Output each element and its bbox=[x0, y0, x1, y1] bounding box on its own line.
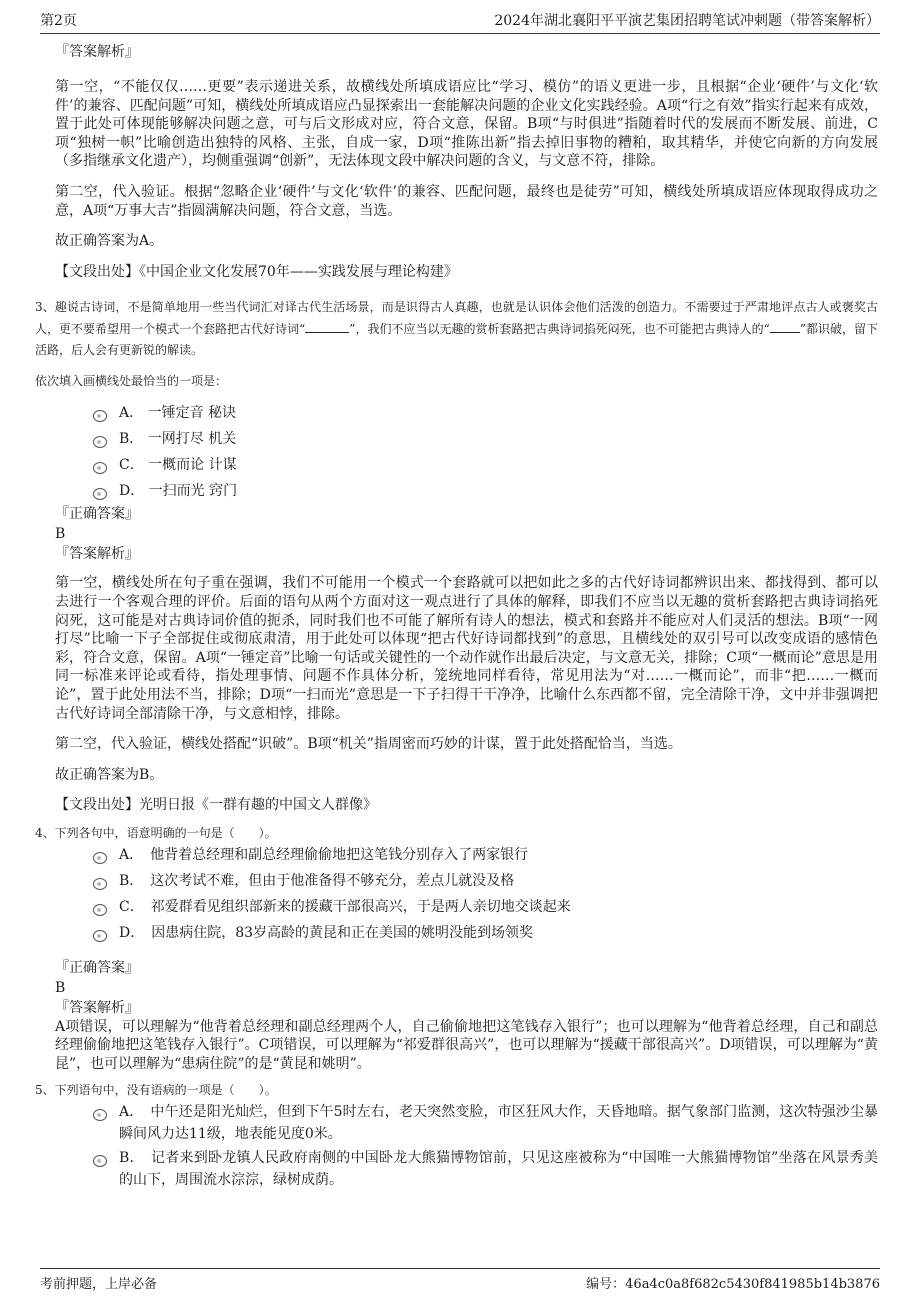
radio-icon[interactable] bbox=[93, 1109, 107, 1121]
options-list bbox=[93, 844, 878, 944]
radio-icon[interactable] bbox=[93, 410, 107, 422]
radio-icon[interactable] bbox=[93, 462, 107, 474]
options-list bbox=[93, 1101, 878, 1191]
radio-icon[interactable] bbox=[93, 930, 107, 942]
answer-conclusion: 故正确答案为B。 bbox=[55, 766, 164, 783]
analysis-paragraph: 第二空，代入验证。根据“忽略企业‘硬件’与文化‘软件’的兼容、匹配问题，最终也是徒劳”可知，横线处所填成语应体现取得成功之意，A项“万事大吉”指圆满解决问题，符合文意，当选。 bbox=[55, 183, 878, 219]
radio-icon[interactable] bbox=[93, 904, 107, 916]
analysis-paragraph: 第一空，横线处所在句子重在强调，我们不可能用一个模式一个套路就可以把如此之多的古代好诗词都辨识出来、都找得到、都可以去进行一个客观合理的评价。后面的语句从两个方面对这一观点进行了具体的解释，即我们不应当以无趣的赏析套路把古典诗词掐死闷死，这可能是对古典诗词价值的扼杀，同时我们也不可能了解所有诗人的想法，模式和套路并不能应对人们灵活的想法。B项“一网打尽”比喻一下子全部捉住或彻底肃清，用于此处可以体现“把古代好诗词都找到”的意思，且横线处的双引号可以改变成语的感情色彩，符合文意，保留。A项“一锤定音”比喻一句话或关键性的一个动作就作出最后决定，与文意无关，排除；C项“一概而论”意思是用同一标准来评论或看待，指处理事情、问题不作具体分析，笼统地同样看待，常见用法为“对……一概而论”，而非“把……一概而论”，置于此处用法不当，排除；D项“一扫而光”意思是一下子扫得干干净净，比喻什么东西都不留，完全清除干净，文中并非强调把古代好诗词全部清除干净，与文意相悖，排除。 bbox=[55, 575, 878, 722]
answer-conclusion: 故正确答案为A。 bbox=[55, 233, 164, 250]
question-stem: 3、趣说古诗词，不是简单地用一些当代词汇对译古代生活场景，而是识得古人真趣，也就是认识体会他们活泼的创造力。不需要过于严肃地评点古人或褒奖古人，更不要希望用一个模式一个套路把古代好诗词“ ”，我们不应当以无趣的赏析套路把古典诗词掐死闷死，也不可能把古典诗人的“ ”都识破，留下活路，后人会有更新锐的解读。 bbox=[35, 300, 878, 358]
option-c[interactable]: C． 祁爱群看见组织部新来的援藏干部很高兴，于是两人亲切地交谈起来 bbox=[93, 896, 878, 918]
option-c[interactable]: C． 一概而论 计谋 bbox=[93, 454, 878, 476]
answer-value: B bbox=[55, 526, 66, 543]
page-content bbox=[35, 42, 879, 1191]
option-a[interactable]: A． 中午还是阳光灿烂，但到下午5时左右，老天突然变脸，市区狂风大作，天昏地暗。据气象部门监测，这次特强沙尘暴瞬间风力达11级，地表能见度0米。 bbox=[93, 1101, 878, 1145]
option-b[interactable]: B． 记者来到卧龙镇人民政府南侧的中国卧龙大熊猫博物馆前，只见这座被称为“中国唯一大熊猫博物馆”坐落在风景秀美的山下，周围流水淙淙，绿树成荫。 bbox=[93, 1147, 878, 1191]
radio-icon[interactable] bbox=[93, 488, 107, 500]
answer-tag: 『正确答案』 bbox=[55, 959, 139, 976]
document-title: 2024年湖北襄阳平平演艺集团招聘笔试冲刺题（带答案解析） bbox=[494, 13, 880, 29]
option-a[interactable]: A． 一锤定音 秘诀 bbox=[93, 402, 878, 424]
question-stem: 4、下列各句中，语意明确的一句是（ ）。 bbox=[35, 825, 277, 840]
analysis-paragraph: 第一空，“不能仅仅……更要”表示递进关系，故横线处所填成语应比“学习、模仿”的语义更进一步，且根据“企业‘硬件’与文化‘软件’的兼容、匹配问题”可知，横线处所填成语应凸显探索出一套能解决问题的企业文化实践经验。A项“行之有效”指实行起来有成效，置于此处可体现能够解决问题之意，可与后文形成对应，符合文意，保留。B项“与时俱进”指随着时代的发展而不断发展、前进，C项“独树一帜”比喻创造出独特的风格、主张，自成一家，D项“推陈出新”指去掉旧事物的糟粕，取其精华，并使它向新的方向发展（多指继承文化遗产），均侧重强调“创新”，无法体现文段中解决问题的含义，与文意不符，排除。 bbox=[55, 79, 878, 170]
blank-line bbox=[305, 318, 349, 333]
radio-icon[interactable] bbox=[93, 1155, 107, 1167]
blank-line bbox=[770, 318, 800, 333]
analysis-tag: 『答案解析』 bbox=[55, 546, 139, 563]
footer-slogan: 考前押题，上岸必备 bbox=[40, 1277, 158, 1292]
option-d[interactable]: D． 因患病住院，83岁高龄的黄昆和正在美国的姚明没能到场领奖 bbox=[93, 922, 878, 944]
page-footer bbox=[40, 1268, 880, 1295]
options-list bbox=[93, 402, 878, 502]
analysis-paragraph: A项错误，可以理解为“他背着总经理和副总经理两个人，自己偷偷地把这笔钱存入银行”；也可以理解为“他背着总经理，自己和副总经理偷偷地把这笔钱存入银行”。C项错误，可以理解为“祁爱群很高兴”，也可以理解为“援藏干部很高兴”。D项错误，可以理解为“黄昆”，也可以理解为“患病住院”的是“黄昆和姚明”。 bbox=[55, 1018, 878, 1073]
source-citation: 【文段出处】《中国企业文化发展70年——实践发展与理论构建》 bbox=[55, 263, 458, 280]
analysis-paragraph: 第二空，代入验证，横线处搭配“识破”。B项“机关”指周密而巧妙的计谋，置于此处搭配恰当，当选。 bbox=[55, 736, 682, 753]
analysis-tag: 『答案解析』 bbox=[55, 44, 139, 60]
option-b[interactable]: B． 一网打尽 机关 bbox=[93, 428, 878, 450]
option-a[interactable]: A． 他背着总经理和副总经理偷偷地把这笔钱分别存入了两家银行 bbox=[93, 844, 878, 866]
option-d[interactable]: D． 一扫而光 窍门 bbox=[93, 480, 878, 502]
source-citation: 【文段出处】光明日报《一群有趣的中国文人群像》 bbox=[55, 797, 377, 814]
radio-icon[interactable] bbox=[93, 436, 107, 448]
option-b[interactable]: B． 这次考试不难，但由于他准备得不够充分，差点儿就没及格 bbox=[93, 870, 878, 892]
analysis-tag: 『答案解析』 bbox=[55, 999, 139, 1016]
page-number: 第2页 bbox=[40, 13, 77, 29]
document-id: 编号：46a4c0a8f682c5430f841985b14b3876 bbox=[586, 1277, 880, 1292]
radio-icon[interactable] bbox=[93, 878, 107, 890]
page-header bbox=[40, 8, 880, 34]
radio-icon[interactable] bbox=[93, 852, 107, 864]
answer-value: B bbox=[55, 979, 66, 996]
question-instruction: 依次填入画横线处最恰当的一项是： bbox=[35, 374, 228, 389]
answer-tag: 『正确答案』 bbox=[55, 506, 139, 523]
question-stem: 5、下列语句中，没有语病的一项是（ ）。 bbox=[35, 1082, 277, 1097]
